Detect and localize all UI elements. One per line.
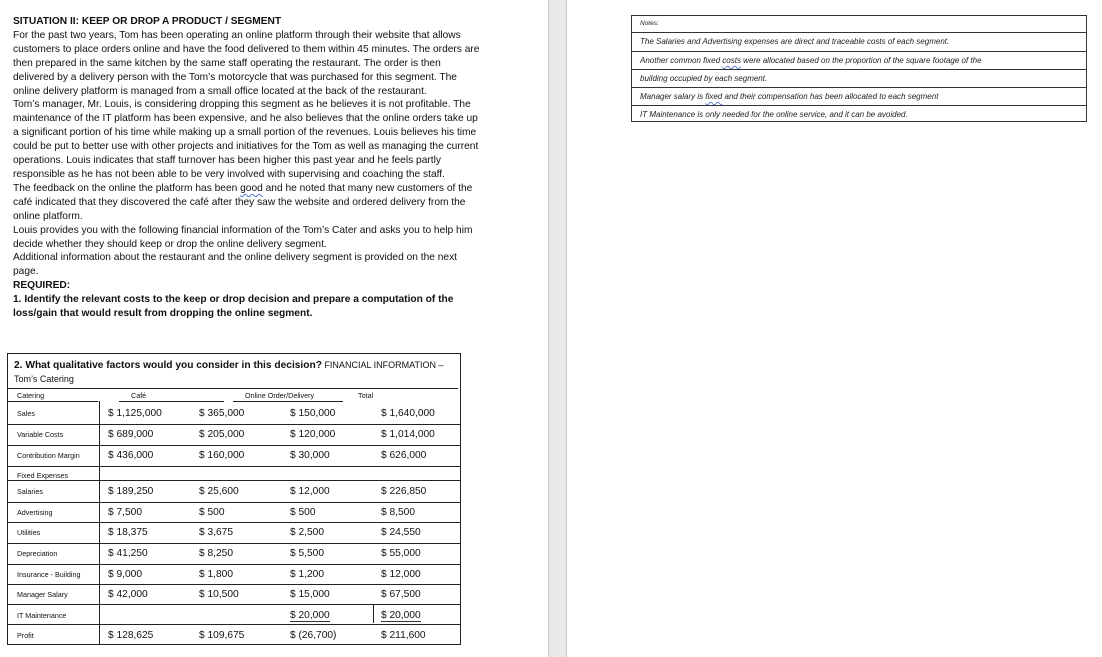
note-4: IT Maintenance is only needed for the online service, and it can be avoided. bbox=[632, 105, 1086, 122]
row-label-manager-salary: Manager Salary bbox=[17, 590, 68, 599]
row-divider bbox=[8, 543, 460, 544]
notes-box bbox=[631, 15, 1087, 122]
manager-salary-online: $ 15,000 bbox=[290, 589, 330, 600]
spellcheck-word-fixed: fixed bbox=[705, 92, 723, 101]
row-divider bbox=[8, 624, 460, 625]
row-label-insurance-building: Insurance - Building bbox=[17, 570, 81, 579]
note-1: The Salaries and Advertising expenses are direct and traceable costs of each segment. bbox=[632, 32, 1086, 50]
utilities-online: $ 2,500 bbox=[290, 527, 324, 538]
header-catering: Catering bbox=[17, 391, 45, 400]
row-divider bbox=[8, 445, 460, 446]
advertising-cafe: $ 500 bbox=[199, 507, 225, 518]
paragraph-1: For the past two years, Tom has been operating an online platform through their website that allows customers to place orders online and have the food delivered to them within 45 minutes. The orders are then prepared in the same kitchen by the same staff operating the restaurant. The order is then delivered by a delivery person with the Tom’s motorcycle that was purchased for this segment. The online delivery platform is managed from a small office located at the back of the restaurant. bbox=[13, 29, 480, 97]
row-divider bbox=[8, 424, 460, 425]
depreciation-cafe: $ 8,250 bbox=[199, 548, 233, 559]
row-label-it-maintenance: IT Maintenance bbox=[17, 611, 67, 620]
variable-costs-catering: $ 689,000 bbox=[108, 429, 154, 440]
note-3-start: Manager salary is bbox=[640, 92, 706, 101]
row-divider bbox=[8, 466, 460, 467]
question-2 bbox=[14, 359, 454, 386]
profit-cafe: $ 109,675 bbox=[199, 630, 245, 641]
row-label-sales: Sales bbox=[17, 409, 35, 418]
row-divider bbox=[8, 522, 460, 523]
financial-information-table bbox=[7, 353, 461, 645]
spellcheck-word-good: good bbox=[240, 182, 263, 194]
paragraph-4: Louis provides you with the following financial information of the Tom’s Cater and asks you to help him decide whether they should keep or drop the online delivery segment. bbox=[13, 224, 473, 250]
profit-catering: $ 128,625 bbox=[108, 630, 154, 641]
salaries-total: $ 226,850 bbox=[381, 486, 427, 497]
paragraph-3-end: and he noted that many new customers of the café indicated that they discovered the café after they saw the website and ordered delivery from the online platform. bbox=[13, 182, 473, 222]
sales-total: $ 1,640,000 bbox=[381, 408, 435, 419]
contribution-margin-cafe: $ 160,000 bbox=[199, 450, 245, 461]
header-underline-online bbox=[233, 401, 343, 402]
utilities-cafe: $ 3,675 bbox=[199, 527, 233, 538]
advertising-catering: $ 7,500 bbox=[108, 507, 142, 518]
paragraph-5: Additional information about the restaurant and the online delivery segment is provided on the next page. bbox=[13, 252, 458, 278]
note-3-end: and their compensation has been allocated to each segment bbox=[722, 92, 939, 101]
required-label: REQUIRED: bbox=[13, 280, 71, 292]
row-label-advertising: Advertising bbox=[17, 508, 53, 517]
notes-title: Notes: bbox=[640, 20, 659, 27]
manager-salary-total: $ 67,500 bbox=[381, 589, 421, 600]
paragraph-3-start: The feedback on the online the platform has been bbox=[13, 182, 241, 194]
depreciation-total: $ 55,000 bbox=[381, 548, 421, 559]
salaries-online: $ 12,000 bbox=[290, 486, 330, 497]
contribution-margin-catering: $ 436,000 bbox=[108, 450, 154, 461]
profit-total: $ 211,600 bbox=[381, 630, 426, 641]
salaries-cafe: $ 25,600 bbox=[199, 486, 239, 497]
sales-online: $ 150,000 bbox=[290, 408, 336, 419]
row-label-salaries: Salaries bbox=[17, 487, 43, 496]
row-label-profit: Profit bbox=[17, 631, 34, 640]
situation-heading: SITUATION II: KEEP OR DROP A PRODUCT / SEGMENT bbox=[13, 16, 282, 27]
row-label-contribution-margin: Contribution Margin bbox=[17, 451, 80, 460]
manager-salary-catering: $ 42,000 bbox=[108, 589, 148, 600]
variable-costs-cafe: $ 205,000 bbox=[199, 429, 245, 440]
utilities-catering: $ 18,375 bbox=[108, 527, 148, 538]
manager-salary-cafe: $ 10,500 bbox=[199, 589, 239, 600]
header-cafe: Café bbox=[131, 391, 147, 400]
note-2-continued: building occupied by each segment. bbox=[632, 69, 1086, 87]
header-total: Total bbox=[358, 391, 374, 400]
row-divider bbox=[8, 604, 460, 605]
situation-text bbox=[13, 15, 483, 321]
note-2-end: were allocated based on the proportion of the square footage of the bbox=[740, 56, 982, 65]
it-maintenance-online: $ 20,000 bbox=[290, 610, 330, 621]
question-1: 1. Identify the relevant costs to the keep or drop decision and prepare a computation of the loss/gain that would result from dropping the online segment. bbox=[13, 294, 454, 320]
document-page-left bbox=[0, 0, 549, 657]
salaries-catering: $ 189,250 bbox=[108, 486, 154, 497]
row-label-variable-costs: Variable Costs bbox=[17, 430, 64, 439]
depreciation-online: $ 5,500 bbox=[290, 548, 324, 559]
sales-cafe: $ 365,000 bbox=[199, 408, 245, 419]
row-divider bbox=[8, 584, 460, 585]
insurance-catering: $ 9,000 bbox=[108, 569, 142, 580]
row-divider bbox=[8, 480, 460, 481]
variable-costs-total: $ 1,014,000 bbox=[381, 429, 435, 440]
note-2-start: Another common fixed bbox=[640, 56, 723, 65]
header-online-delivery: Online Order/Delivery bbox=[245, 391, 315, 400]
row-label-depreciation: Depreciation bbox=[17, 549, 58, 558]
insurance-total: $ 12,000 bbox=[381, 569, 421, 580]
paragraph-3 bbox=[13, 182, 483, 224]
table-divider bbox=[8, 388, 458, 389]
contribution-margin-online: $ 30,000 bbox=[290, 450, 330, 461]
row-divider bbox=[8, 502, 460, 503]
advertising-online: $ 500 bbox=[290, 507, 316, 518]
insurance-cafe: $ 1,800 bbox=[199, 569, 233, 580]
row-label-fixed-expenses: Fixed Expenses bbox=[17, 471, 69, 480]
row-label-utilities: Utilities bbox=[17, 528, 41, 537]
utilities-total: $ 24,550 bbox=[381, 527, 421, 538]
header-underline-catering bbox=[8, 401, 98, 402]
note-3 bbox=[632, 87, 1086, 105]
note-2 bbox=[632, 51, 1086, 69]
advertising-total: $ 8,500 bbox=[381, 507, 415, 518]
header-underline-cafe bbox=[119, 401, 224, 402]
question-2-text: 2. What qualitative factors would you consider in this decision? bbox=[14, 360, 322, 371]
sales-catering: $ 1,125,000 bbox=[108, 408, 162, 419]
spellcheck-word-costs: costs bbox=[722, 56, 741, 65]
insurance-online: $ 1,200 bbox=[290, 569, 324, 580]
total-column-divider bbox=[373, 604, 374, 623]
profit-online: $ (26,700) bbox=[290, 630, 337, 641]
financial-information-label: FINANCIAL INFORMATION – bbox=[321, 360, 444, 370]
row-divider bbox=[8, 564, 460, 565]
contribution-margin-total: $ 626,000 bbox=[381, 450, 427, 461]
it-maintenance-total: $ 20,000 bbox=[381, 610, 421, 621]
document-page-right bbox=[566, 0, 1102, 657]
depreciation-catering: $ 41,250 bbox=[108, 548, 148, 559]
variable-costs-online: $ 120,000 bbox=[290, 429, 336, 440]
paragraph-2: Tom’s manager, Mr. Louis, is considering dropping this segment as he believes it is not profitable. The maintenance of the IT platform has been expensive, and he also believes that the online orders take up a significant portion of his time while making up a small portion of the revenues. Louis believes his time could be put to better use with other projects and initiatives for the Tom as well as managing the current operations. Louis indicates that staff turnover has been higher this past year and he feels partly responsible as he has not been able to be very involved with supervising and coaching the staff. bbox=[13, 99, 479, 180]
company-name: Tom’s Catering bbox=[14, 373, 74, 384]
